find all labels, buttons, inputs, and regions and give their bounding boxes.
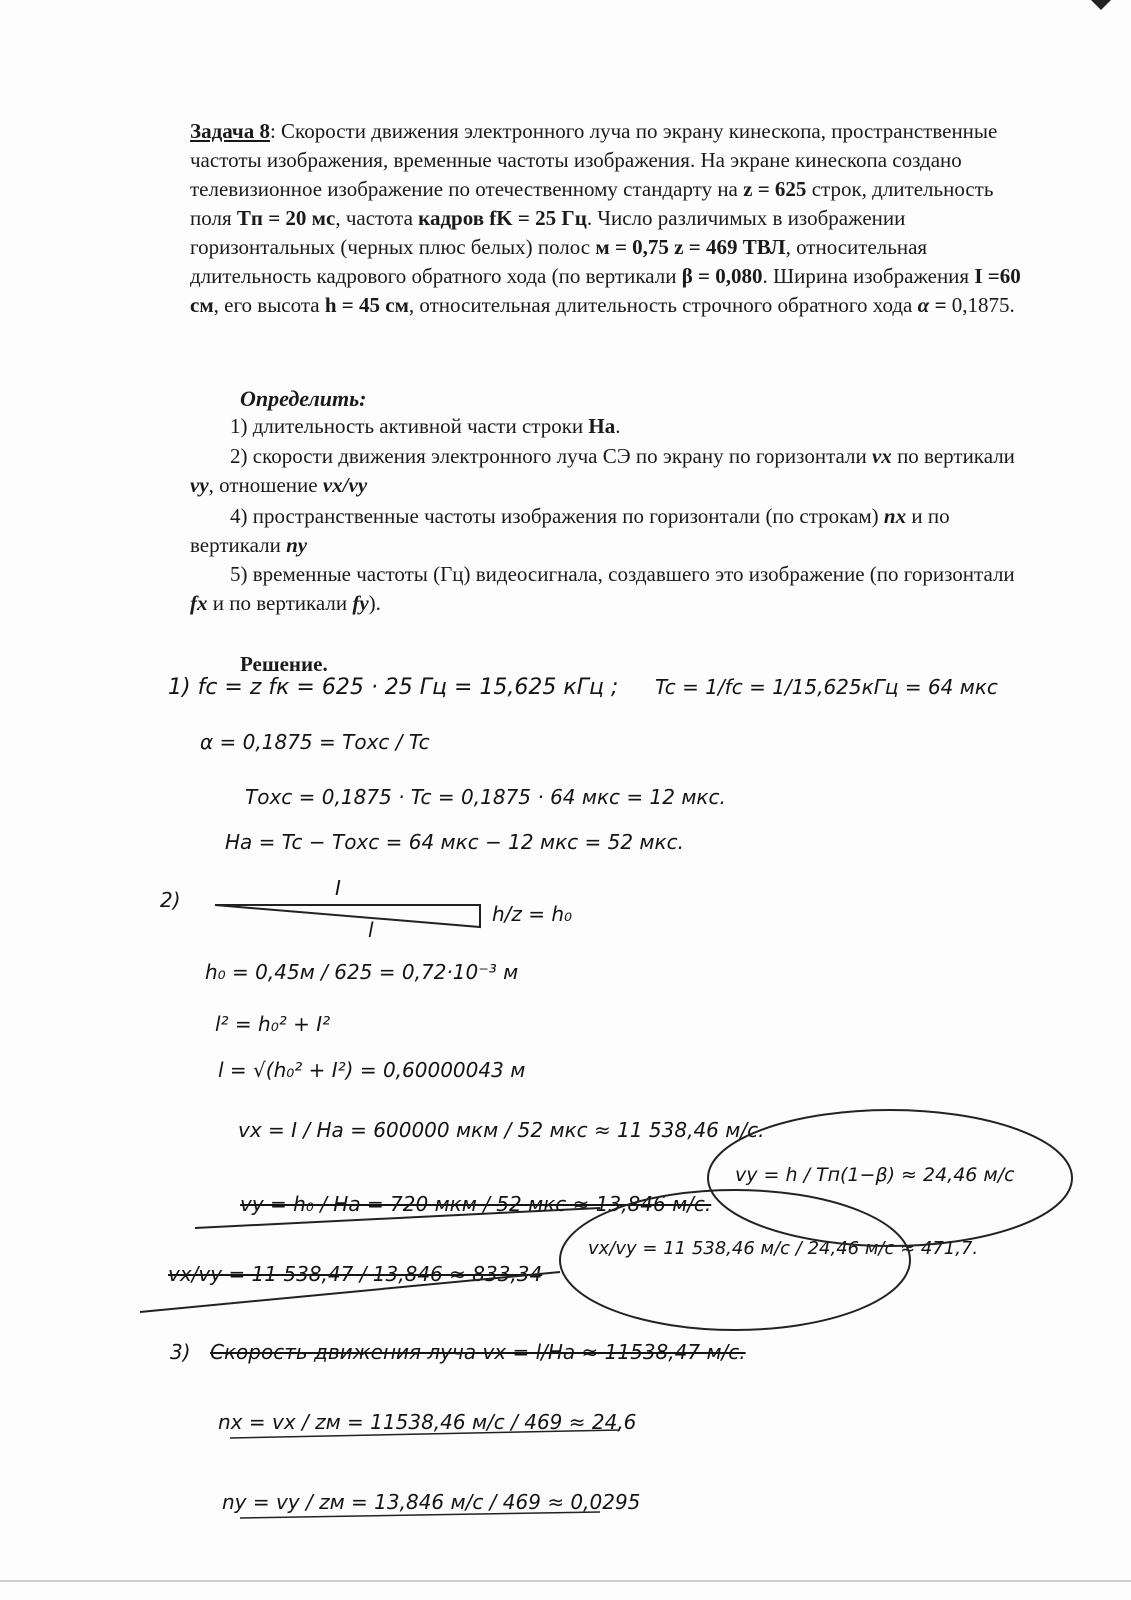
hw-vy-struck: vy = h₀ / Hа = 720 мкм / 52 мкс ≈ 13,846 м/с. xyxy=(240,1192,712,1216)
task-text: . Число различимых в изображении горизонтальных (черных плюс белых) полос xyxy=(190,206,906,259)
item-text: и по вертикали xyxy=(207,591,353,615)
task-width: I =60 см xyxy=(190,264,1021,317)
task-text: , относительная длительность кадрового обратного хода (по вертикали xyxy=(190,235,928,288)
item-text: и по вертикали xyxy=(190,504,950,557)
page-corner-mark xyxy=(1091,0,1111,10)
hw-section-3: 3) xyxy=(170,1340,191,1364)
hw-h0: h₀ = 0,45м / 625 = 0,72·10⁻³ м xyxy=(205,960,519,984)
item-text: 1) длительность активной части строки xyxy=(230,414,589,438)
question-item-5 xyxy=(190,560,1025,618)
task-z: z = 625 xyxy=(743,177,807,201)
task-alpha: α = xyxy=(917,293,947,317)
page-bottom-edge xyxy=(0,1580,1131,1582)
question-item-1 xyxy=(190,412,1025,441)
hw-l-squared: l² = h₀² + I² xyxy=(215,1012,331,1036)
hw-speed-struck: Скорость движения луча vx = l/Hа ≈ 11538,47 м/с. xyxy=(210,1340,746,1364)
item-text: , отношение xyxy=(208,473,323,497)
task-text: : Скорости движения электронного луча по экрану кинескопа, пространственные частоты изображения, временные частоты изображения. На экране кинескопа создано телевизионное изображение по отечественному стандарту на xyxy=(190,119,998,201)
hw-ratio-corrected: vx/vy = 11 538,46 м/с / 24,46 м/с ≈ 471,7. xyxy=(588,1238,979,1259)
item-text: 5) временные частоты (Гц) видеосигнала, создавшего это изображение (по горизонтали xyxy=(230,562,1015,586)
hw-triangle-I: I xyxy=(335,876,341,900)
item-var: vy xyxy=(190,473,209,497)
item-text: по вертикали xyxy=(891,444,1015,468)
hw-ha-line: Hа = Tc − Tохс = 64 мкс − 12 мкс = 52 мкс. xyxy=(225,830,684,854)
item-var: vx/vy xyxy=(322,473,368,497)
item-var: ny xyxy=(286,533,308,557)
task-text: 0,1875. xyxy=(946,293,1015,317)
hw-nx: nx = vx / zм = 11538,46 м/с / 469 ≈ 24,6 xyxy=(218,1410,637,1434)
task-text: строк, длительность поля xyxy=(190,177,994,230)
hw-vy-corrected: vy = h / Tп(1−β) ≈ 24,46 м/с xyxy=(735,1164,1015,1186)
item-text: ). xyxy=(368,591,381,615)
hw-triangle-l: l xyxy=(368,918,374,942)
item-text: 4) пространственные частоты изображения по горизонтали (по строкам) xyxy=(230,504,884,528)
solution-heading: Решение. xyxy=(240,652,328,676)
item-var: Hа xyxy=(588,414,616,438)
task-label: Задача 8 xyxy=(190,119,270,143)
task-fk: кадров fK = 25 Гц xyxy=(418,206,587,230)
hw-section-2: 2) xyxy=(160,888,181,912)
question-item-2 xyxy=(190,442,1025,500)
hw-tc-line: Tc = 1/fc = 1/15,625кГц = 64 мкс xyxy=(655,675,998,699)
task-text: , его высота xyxy=(213,293,325,317)
hw-h-over-z: h/z = h₀ xyxy=(492,902,573,926)
task-m: м = 0,75 z = 469 ТВЛ xyxy=(595,235,786,259)
hw-tohs-line: Tохс = 0,1875 · Tc = 0,1875 · 64 мкс = 12 мкс. xyxy=(245,785,726,809)
define-heading: Определить: xyxy=(240,386,367,411)
task-statement xyxy=(190,117,1025,320)
hw-ratio-struck: vx/vy = 11 538,47 / 13,846 ≈ 833,34 xyxy=(168,1262,543,1286)
item-var: vx xyxy=(871,444,892,468)
hw-vx: vx = I / Hа = 600000 мкм / 52 мкс ≈ 11 538,46 м/с. xyxy=(238,1118,765,1142)
item-text: . xyxy=(615,414,621,438)
task-height: h = 45 см xyxy=(324,293,409,317)
task-text: , относительная длительность строчного обратного хода xyxy=(408,293,918,317)
hw-alpha-line: α = 0,1875 = Tохс / Tc xyxy=(200,730,430,754)
task-text: , частота xyxy=(335,206,419,230)
hw-ny: ny = vy / zм = 13,846 м/с / 469 ≈ 0,0295 xyxy=(222,1490,641,1514)
item-var: nx xyxy=(883,504,907,528)
hw-l-value: l = √(h₀² + I²) = 0,60000043 м xyxy=(218,1058,526,1082)
task-text: . Ширина изображения xyxy=(762,264,975,288)
question-item-4 xyxy=(190,502,1025,560)
item-var: fy xyxy=(352,591,369,615)
item-var: fx xyxy=(190,591,208,615)
item-text: 2) скорости движения электронного луча СЭ по экрану по горизонтали xyxy=(230,444,872,468)
task-tn: Tп = 20 мс xyxy=(236,206,336,230)
task-beta: β = 0,080 xyxy=(681,264,763,288)
triangle-sketch xyxy=(215,905,480,927)
hw-fc-line: 1) fc = z fк = 625 · 25 Гц = 15,625 кГц ; xyxy=(168,675,619,700)
